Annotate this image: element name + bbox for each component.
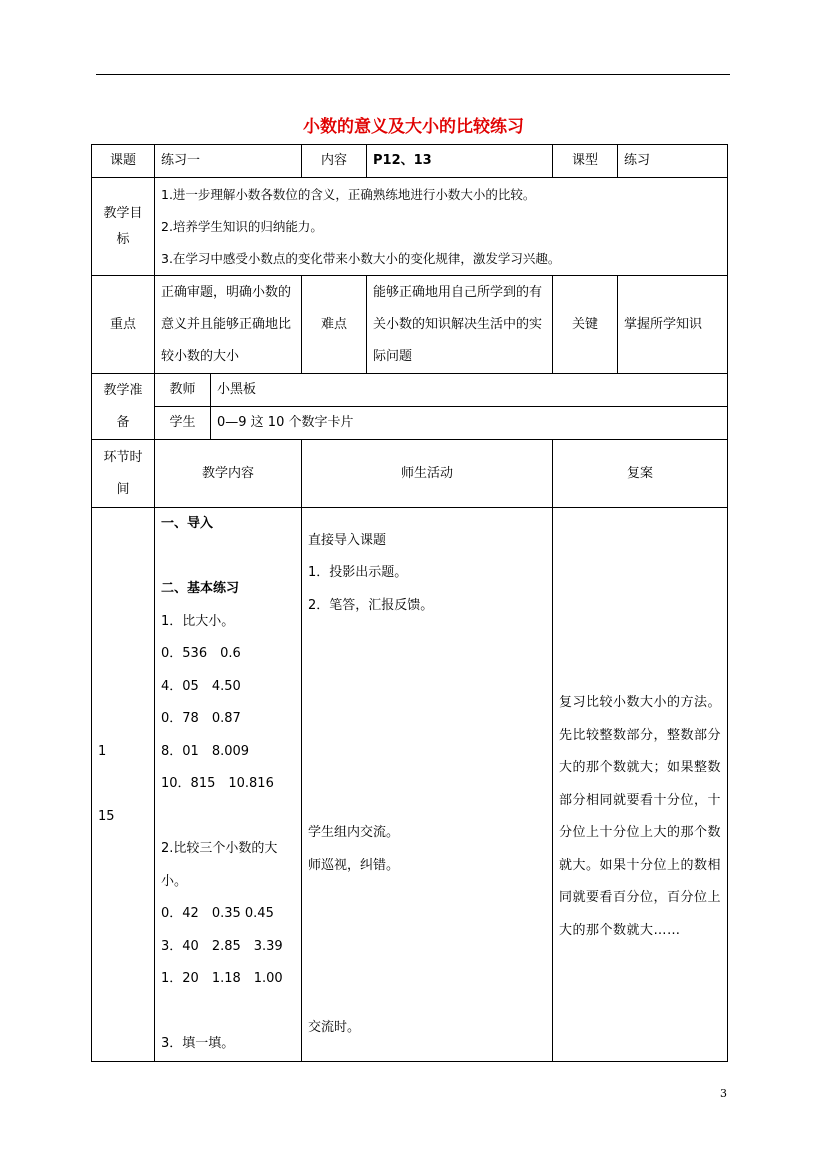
content-column [155, 508, 302, 1062]
spacer [308, 882, 546, 1012]
lesson-body-row [92, 508, 728, 1062]
course-row [92, 145, 728, 178]
activity-header: 师生活动 [302, 440, 553, 508]
triple-line: 3．40 2.85 3.39 [161, 938, 283, 954]
prep-teacher-row [92, 374, 728, 407]
section-basic: 二、基本练习 [161, 581, 240, 597]
question-2: 2.比较三个小数的大小。 [161, 841, 278, 889]
content-header: 教学内容 [155, 440, 302, 508]
course-label: 课题 [92, 145, 155, 178]
time-column [92, 508, 155, 1062]
crux-text: 掌握所学知识 [618, 276, 728, 374]
spacer [559, 655, 721, 688]
difficult-text: 能够正确地用自己所学到的有关小数的知识解决生活中的实际问题 [367, 276, 553, 374]
student-label: 学生 [155, 407, 211, 440]
header-rule [96, 74, 730, 75]
activity-line: 师巡视，纠错。 [308, 857, 400, 873]
section-header-row [92, 440, 728, 508]
review-text: 复习比较小数大小的方法。先比较整数部分，整数部分大的那个数就大；如果整数部分相同就要看十分位，十分位上十分位上大的那个数就大。如果十分位上的数相同就要看百分位，百分位上大的那个数就大…… [559, 695, 722, 938]
time-spacer [98, 768, 148, 801]
goal-item: 1.进一步理解小数各数位的含义，正确熟练地进行小数大小的比较。 [161, 186, 536, 202]
course-value: 练习一 [155, 145, 302, 178]
section-intro: 一、导入 [161, 516, 214, 532]
pair-line: 8．01 8.009 [161, 743, 250, 759]
page-number: 3 [720, 1087, 727, 1100]
activity-column [302, 508, 553, 1062]
type-label: 课型 [553, 145, 618, 178]
question-3: 3．填一填。 [161, 1036, 235, 1052]
type-value: 练习 [618, 145, 728, 178]
crux-label: 关键 [553, 276, 618, 374]
teacher-value: 小黑板 [211, 374, 728, 407]
triple-line: 0．42 0.35 0.45 [161, 906, 274, 922]
time-value: 15 [98, 808, 115, 824]
student-value: 0—9 这 10 个数字卡片 [211, 407, 728, 440]
goal-item: 2.培养学生知识的归纳能力。 [161, 218, 323, 234]
pair-line: 4．05 4.50 [161, 678, 241, 694]
prep-student-row [92, 407, 728, 440]
activity-line: 交流时。 [308, 1020, 361, 1035]
goal-item: 3.在学习中感受小数点的变化带来小数大小的变化规律，激发学习兴趣。 [161, 250, 561, 266]
difficult-label: 难点 [302, 276, 367, 374]
prep-label: 教学准备 [92, 374, 155, 440]
activity-line: 2．笔答，汇报反馈。 [308, 597, 434, 613]
pair-line: 10．815 10.816 [161, 776, 274, 792]
spacer [161, 996, 295, 1029]
goals-row [92, 178, 728, 276]
goals-list [155, 178, 728, 276]
focus-row [92, 276, 728, 374]
goals-label: 教学目标 [92, 178, 155, 276]
content-value: P12、13 [367, 145, 553, 178]
question-1: 1．比大小。 [161, 613, 235, 629]
activity-line: 1．投影出示题。 [308, 565, 408, 580]
lesson-plan-table [91, 144, 728, 1062]
teacher-label: 教师 [155, 374, 211, 407]
review-header: 复案 [553, 440, 728, 508]
key-text: 正确审题，明确小数的意义并且能够正确地比较小数的大小 [155, 276, 302, 374]
time-value: 1 [98, 743, 107, 759]
review-column [553, 508, 728, 1062]
activity-line: 直接导入课题 [308, 532, 387, 548]
time-header: 环节时间 [92, 440, 155, 508]
activity-line: 学生组内交流。 [308, 825, 400, 840]
spacer [161, 801, 295, 834]
document-title: 小数的意义及大小的比较练习 [303, 117, 524, 137]
spacer [559, 622, 721, 655]
pair-line: 0．536 0.6 [161, 646, 241, 662]
pair-line: 0．78 0.87 [161, 711, 241, 727]
triple-line: 1．20 1.18 1.00 [161, 971, 283, 987]
spacer [308, 622, 546, 817]
key-label: 重点 [92, 276, 155, 374]
spacer [161, 541, 295, 574]
content-label: 内容 [302, 145, 367, 178]
